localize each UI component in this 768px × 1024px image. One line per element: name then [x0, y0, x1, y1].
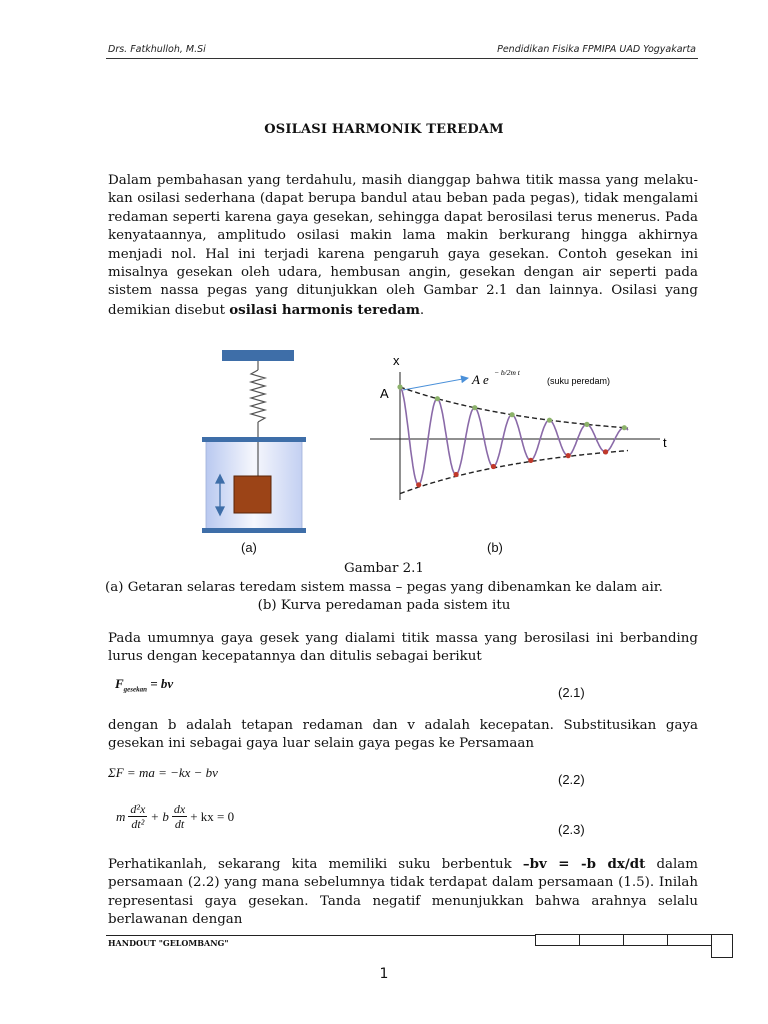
- equation-number-2-2: (2.2): [558, 772, 585, 787]
- header-author: Drs. Fatkhulloh, M.Si: [108, 44, 206, 55]
- container-top-lid: [202, 437, 306, 442]
- eq3-frac1-num: d²x: [130, 802, 146, 816]
- paragraph-friction: Pada umumnya gaya gesek yang dialami titik massa yang berosilasi ini berbanding lurus dengan kecepatannya dan ditulis sebagai berikut: [108, 631, 698, 665]
- page-title: OSILASI HARMONIK TEREDAM: [264, 122, 504, 137]
- container-base: [202, 528, 306, 533]
- equation-number-2-1: (2.1): [558, 685, 585, 700]
- trough-marker: [491, 464, 496, 469]
- caption-line-b: (b) Kurva peredaman pada sistem itu: [257, 598, 511, 614]
- mass-block: [234, 476, 271, 513]
- peak-marker: [622, 425, 627, 430]
- upper-envelope: [400, 387, 628, 428]
- trough-marker: [454, 472, 459, 477]
- peak-marker: [584, 422, 589, 427]
- header-divider: [106, 58, 698, 59]
- axis-t-label: t: [663, 435, 667, 450]
- intro-paragraph: [108, 172, 698, 320]
- decay-formula-exponent: − b/2m t: [494, 368, 520, 377]
- footer-box: [667, 934, 712, 946]
- para4-start: Perhatikanlah, sekarang kita memiliki suku berbentuk: [108, 857, 523, 872]
- eq3-frac1-den: dt²: [131, 817, 145, 831]
- paragraph-substitution: dengan b adalah tetapan redaman dan v adalah kecepatan. Substitusikan gaya gesekan ini sebagai gaya luar selain gaya pegas ke Persamaan: [108, 718, 698, 752]
- equation-2-1: [115, 676, 173, 694]
- peak-marker: [397, 384, 402, 389]
- figure-caption: [0, 560, 768, 616]
- eq3-fraction-first-derivative: [172, 802, 187, 831]
- footer-divider: [106, 935, 536, 936]
- footer-box: [535, 934, 580, 946]
- spring-icon: [251, 370, 265, 422]
- trough-marker: [603, 449, 608, 454]
- amplitude-label: A: [380, 386, 389, 401]
- figure-damped-curve: [366, 350, 682, 510]
- eq3-m: m: [116, 808, 126, 824]
- equation-number-2-3: (2.3): [558, 822, 585, 837]
- para4-bold-term: –bv = -b dx/dt: [522, 856, 646, 872]
- peak-marker: [510, 412, 515, 417]
- para4-end: dalam persamaan (2.2) yang mana sebelumnya tidak terdapat dalam persamaan (1.5). Inilah representasi gaya gesekan. Tanda negatif menunjukkan bahwa arahnya selalu berlawanan dengan: [108, 857, 698, 928]
- intro-text: Dalam pembahasan yang terdahulu, masih dianggap bahwa titik massa yang melaku-kan osilasi sederhana (dapat berupa bandul atau beban pada pegas), tidak mengalami redaman seperti karena gaya gesekan, sehingga dapat berosilasi terus menerus. Pada kenyataannya, amplitudo osilasi makin lama makin berkurang hingga akhirnya menjadi nol. Hal ini terjadi karena pengaruh gaya gesekan. Contoh gesekan ini misalnya gesekan oleh udara, hembusan angin, gesekan dengan air seperti pada sistem nassa pegas yang ditunjukkan oleh Gambar 2.1 dan lainnya. Osilasi yang demikian disebut: [108, 173, 698, 318]
- ceiling-support: [222, 350, 294, 361]
- equation-2-3: [116, 802, 234, 831]
- intro-bold-term: osilasi harmonis teredam: [229, 301, 420, 318]
- peak-marker: [547, 418, 552, 423]
- peak-marker: [472, 405, 477, 410]
- eq3-frac2-den: dt: [174, 817, 185, 831]
- caption-title: Gambar 2.1: [344, 561, 424, 576]
- axis-x-label: x: [393, 353, 400, 368]
- footer-decoration: [536, 934, 733, 958]
- eq3-plus-b: + b: [150, 808, 169, 824]
- eq1-lhs: F: [115, 676, 124, 691]
- trough-marker: [528, 458, 533, 463]
- intro-end: .: [419, 302, 425, 318]
- eq1-rhs: = bv: [150, 676, 174, 691]
- eq1-subscript: gesekan: [123, 685, 148, 694]
- formula-pointer-arrow: [403, 378, 468, 390]
- page-number: 1: [379, 966, 389, 982]
- damped-oscillation-curve: [400, 387, 628, 485]
- trough-marker: [416, 482, 421, 487]
- footer-handout-title: HANDOUT "GELOMBANG": [108, 938, 229, 948]
- figure-spring-mass: [196, 346, 312, 536]
- footer-box: [623, 934, 668, 946]
- figure-a-label: (a): [241, 540, 257, 555]
- lower-envelope: [400, 451, 628, 494]
- footer-box: [579, 934, 624, 946]
- caption-line-a: (a) Getaran selaras teredam sistem massa – pegas yang dibenamkan ke dalam air.: [105, 579, 663, 595]
- trough-marker: [566, 453, 571, 458]
- eq3-fraction-second-derivative: [128, 802, 147, 831]
- damping-term-note: (suku peredam): [547, 376, 611, 386]
- paragraph-interpretation: [108, 855, 698, 930]
- eq3-rest: + kx = 0: [190, 808, 235, 824]
- decay-formula-base: A e: [472, 372, 489, 387]
- eq3-frac2-num: dx: [173, 802, 186, 816]
- peak-marker: [435, 396, 440, 401]
- figure-b-label: (b): [487, 540, 503, 555]
- footer-box-end: [711, 934, 733, 958]
- equation-2-2: ΣF = ma = −kx − bv: [108, 765, 218, 780]
- header-institution: Pendidikan Fisika FPMIPA UAD Yogyakarta: [497, 44, 696, 55]
